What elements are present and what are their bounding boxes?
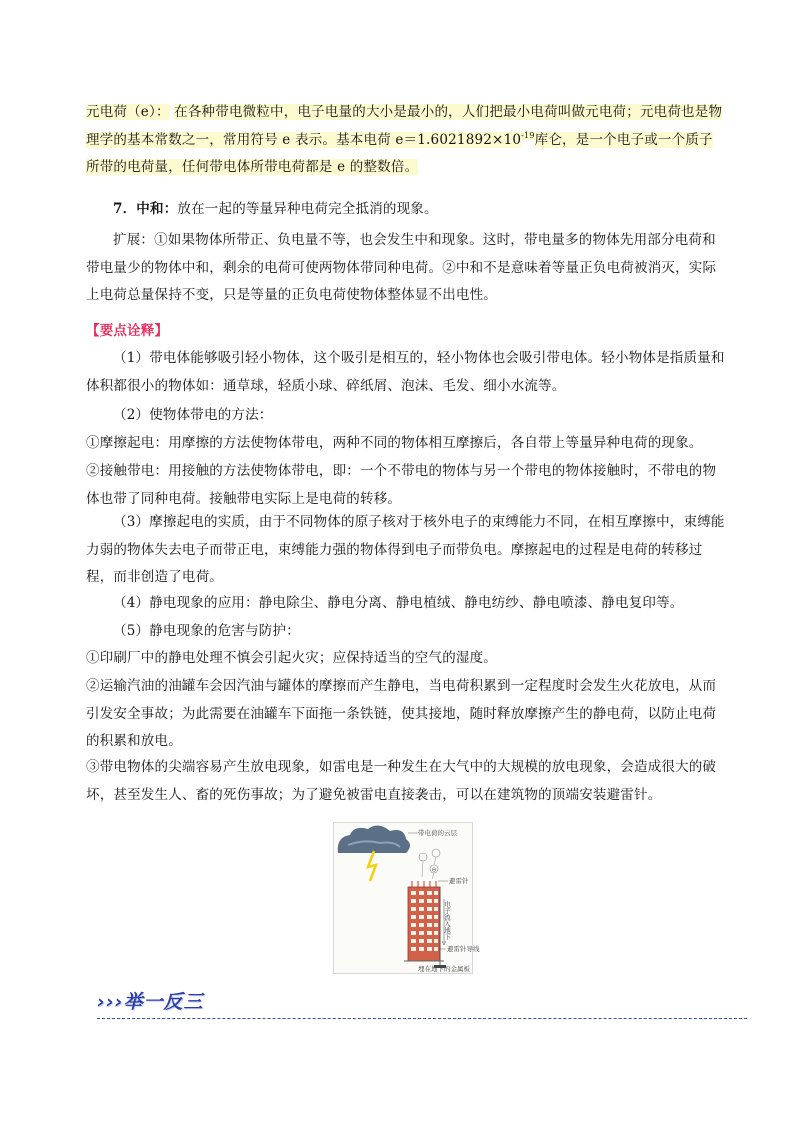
section-title: ›››举一反三 — [97, 991, 204, 1013]
point-2b: ②接触带电：用接触的方法使物体带电，即：一个不带电的物体与另一个带电的物体接触时，不带电的物体也带了同种电荷。接触带电实际上是电荷的转移。 — [86, 463, 717, 507]
section-divider — [97, 1018, 747, 1019]
lightning-rod-tips — [412, 881, 436, 887]
section-header — [97, 985, 747, 1025]
elementary-charge-lead: 元电荷（e）： — [86, 104, 170, 120]
ground-plate-label: 埋在地下的金属板 — [418, 965, 470, 973]
rod-label: 避雷针 — [449, 877, 469, 885]
neutralization-paragraph — [86, 196, 726, 224]
lightning-rod-drawing — [334, 823, 480, 973]
point-2a: ①摩擦起电：用摩擦的方法使物体带电，两种不同的物体相互摩擦后，各自带上等量异种电荷的现象。 — [86, 435, 703, 451]
electron-flow-label: 电子流入地下 — [443, 901, 451, 940]
down-conductor-label: 避雷针导线 — [447, 945, 480, 953]
electron-icon — [419, 853, 427, 861]
point-5-title: （5）静电现象的危害与防护： — [113, 623, 300, 639]
neutralization-term: 7．中和： — [113, 201, 178, 217]
cloud-shape — [338, 825, 410, 853]
point-5a: ①印刷厂中的静电处理不慎会引起火灾；应保持适当的空气的湿度。 — [86, 650, 497, 666]
elementary-charge-text-1: 在各种带电微粒中，电子电量的大小是最小的，人们把最小电荷叫做元电荷；元电荷也是物理学的基本常数之一，常用符号 e 表示。基本电荷 e＝1.6021892×10 — [86, 104, 723, 148]
point-4: （4）静电现象的应用：静电除尘、静电分离、静电植绒、静电纺纱、静电喷漆、静电复印等。 — [113, 595, 684, 611]
extension-paragraph: 扩展：①如果物体所带正、负电量不等，也会发生中和现象。这时，带电量多的物体先用部分电荷和带电量少的物体中和，剩余的电荷可使两物体带同种电荷。②中和不是意味着等量正负电荷被消灭，实际上电荷总量保持不变，只是等量的正负电荷使物体整体显不出电性。 — [86, 232, 717, 303]
point-5b: ②运输汽油的油罐车会因汽油与罐体的摩擦而产生静电，当电荷积累到一定程度时会发生火花放电，从而引发安全事故；为此需要在油罐车下面拖一条铁链，使其接地，随时释放摩擦产生的静电荷，以防止电荷的积累和放电。 — [86, 678, 717, 749]
elementary-charge-exponent: -19 — [521, 130, 535, 140]
lightning-rod-illustration — [333, 822, 480, 974]
elementary-charge-text-2: 库仑，是一个电子或一个质子所带的电荷量，任何带电体所带电荷都是 e 的整数倍。 — [86, 131, 713, 175]
elementary-charge-paragraph — [86, 99, 726, 182]
neutralization-definition: 放在一起的等量异种电荷完全抵消的现象。 — [177, 201, 438, 217]
electron-icon — [432, 849, 440, 857]
point-1: （1）带电体能够吸引轻小物体，这个吸引是相互的，轻小物体也会吸引带电体。轻小物体是指质量和体积都很小的物体如：通草球，轻质小球、碎纸屑、泡沫、毛发、细小水流等。 — [86, 350, 725, 394]
point-5c: ③带电物体的尖端容易产生放电现象，如雷电是一种发生在大气中的大规模的放电现象，会造成很大的破坏，甚至发生人、畜的死伤事故；为了避免被雷电直接袭击，可以在建筑物的顶端安装避雷针。 — [86, 759, 717, 803]
cloud-label: 带电荷的云层 — [418, 829, 457, 837]
electron-symbol: ⊖ — [431, 866, 437, 874]
lightning-bolt — [368, 851, 376, 881]
point-2-title: （2）使物体带电的方法： — [113, 407, 273, 423]
key-points-heading: 【要点诠释】 — [86, 323, 169, 339]
point-3: （3）摩擦起电的实质，由于不同物体的原子核对于核外电子的束缚能力不同，在相互摩擦中，束缚能力弱的物体失去电子而带正电，束缚能力强的物体得到电子而带负电。摩擦起电的过程是电荷的转移过程，而非创造了电荷。 — [86, 514, 725, 585]
